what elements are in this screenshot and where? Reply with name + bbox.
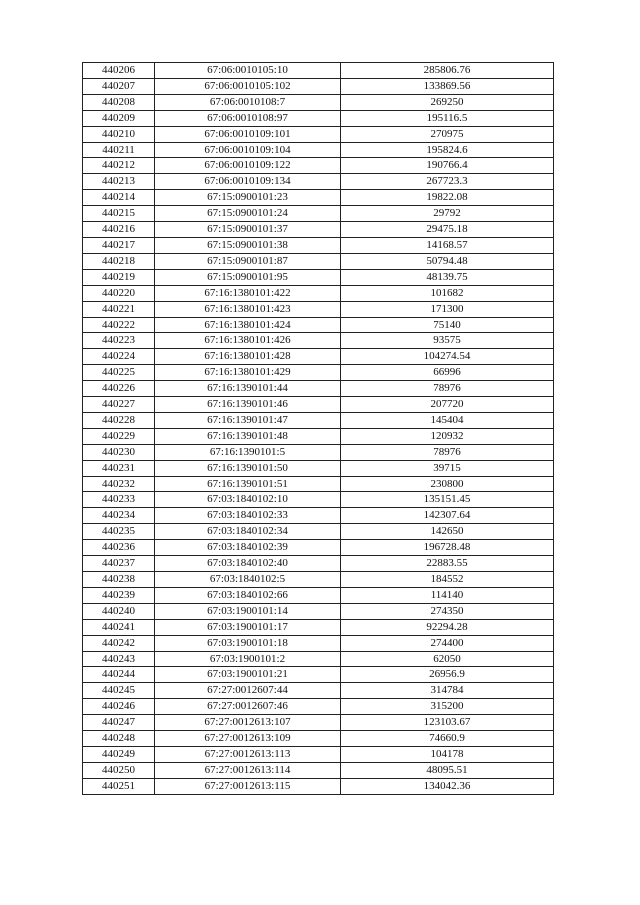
value-cell: 92294.28 xyxy=(341,619,554,635)
table-row xyxy=(83,778,554,794)
row-number-cell: 440207 xyxy=(83,78,155,94)
value-cell: 78976 xyxy=(341,381,554,397)
row-number-cell: 440219 xyxy=(83,269,155,285)
row-number-cell: 440235 xyxy=(83,524,155,540)
row-number-cell: 440212 xyxy=(83,158,155,174)
cadastral-number-cell: 67:15:0900101:24 xyxy=(155,206,341,222)
row-number-cell: 440250 xyxy=(83,762,155,778)
cadastral-number-cell: 67:03:1900101:14 xyxy=(155,603,341,619)
value-cell: 184552 xyxy=(341,572,554,588)
table-row xyxy=(83,253,554,269)
table-row xyxy=(83,237,554,253)
cadastral-number-cell: 67:15:0900101:95 xyxy=(155,269,341,285)
cadastral-number-cell: 67:27:0012607:44 xyxy=(155,683,341,699)
row-number-cell: 440210 xyxy=(83,126,155,142)
cadastral-number-cell: 67:16:1390101:47 xyxy=(155,412,341,428)
row-number-cell: 440242 xyxy=(83,635,155,651)
row-number-cell: 440229 xyxy=(83,428,155,444)
row-number-cell: 440245 xyxy=(83,683,155,699)
table-row xyxy=(83,556,554,572)
table-row xyxy=(83,397,554,413)
row-number-cell: 440214 xyxy=(83,190,155,206)
table-row xyxy=(83,190,554,206)
table-row xyxy=(83,174,554,190)
row-number-cell: 440249 xyxy=(83,746,155,762)
row-number-cell: 440211 xyxy=(83,142,155,158)
cadastral-number-cell: 67:27:0012613:115 xyxy=(155,778,341,794)
row-number-cell: 440241 xyxy=(83,619,155,635)
value-cell: 14168.57 xyxy=(341,237,554,253)
cadastral-number-cell: 67:06:0010109:104 xyxy=(155,142,341,158)
cadastral-number-cell: 67:16:1380101:426 xyxy=(155,333,341,349)
row-number-cell: 440243 xyxy=(83,651,155,667)
table-row xyxy=(83,428,554,444)
row-number-cell: 440237 xyxy=(83,556,155,572)
cadastral-number-cell: 67:03:1900101:21 xyxy=(155,667,341,683)
cadastral-number-cell: 67:27:0012613:114 xyxy=(155,762,341,778)
row-number-cell: 440231 xyxy=(83,460,155,476)
row-number-cell: 440213 xyxy=(83,174,155,190)
row-number-cell: 440238 xyxy=(83,572,155,588)
value-cell: 196728.48 xyxy=(341,540,554,556)
table-row xyxy=(83,412,554,428)
value-cell: 269250 xyxy=(341,94,554,110)
cadastral-number-cell: 67:03:1900101:17 xyxy=(155,619,341,635)
table-row xyxy=(83,524,554,540)
value-cell: 171300 xyxy=(341,301,554,317)
value-cell: 75140 xyxy=(341,317,554,333)
value-cell: 19822.08 xyxy=(341,190,554,206)
cadastral-number-cell: 67:16:1390101:48 xyxy=(155,428,341,444)
table-row xyxy=(83,349,554,365)
cadastral-number-cell: 67:16:1380101:429 xyxy=(155,365,341,381)
value-cell: 314784 xyxy=(341,683,554,699)
table-row xyxy=(83,126,554,142)
value-cell: 274350 xyxy=(341,603,554,619)
row-number-cell: 440215 xyxy=(83,206,155,222)
table-row xyxy=(83,317,554,333)
cadastral-number-cell: 67:06:0010105:10 xyxy=(155,63,341,79)
table-row xyxy=(83,444,554,460)
value-cell: 39715 xyxy=(341,460,554,476)
cadastral-number-cell: 67:16:1380101:423 xyxy=(155,301,341,317)
cadastral-number-cell: 67:06:0010109:134 xyxy=(155,174,341,190)
value-cell: 66996 xyxy=(341,365,554,381)
value-cell: 133869.56 xyxy=(341,78,554,94)
table-row xyxy=(83,333,554,349)
cadastral-number-cell: 67:15:0900101:37 xyxy=(155,222,341,238)
table-body xyxy=(83,63,554,795)
row-number-cell: 440230 xyxy=(83,444,155,460)
cadastral-number-cell: 67:06:0010109:122 xyxy=(155,158,341,174)
value-cell: 93575 xyxy=(341,333,554,349)
value-cell: 74660.9 xyxy=(341,731,554,747)
table-row xyxy=(83,508,554,524)
cadastral-number-cell: 67:16:1380101:422 xyxy=(155,285,341,301)
value-cell: 120932 xyxy=(341,428,554,444)
table-row xyxy=(83,651,554,667)
row-number-cell: 440233 xyxy=(83,492,155,508)
cadastral-number-cell: 67:03:1840102:10 xyxy=(155,492,341,508)
table-row xyxy=(83,683,554,699)
cadastral-number-cell: 67:16:1380101:428 xyxy=(155,349,341,365)
cadastral-number-cell: 67:06:0010108:7 xyxy=(155,94,341,110)
table-row xyxy=(83,667,554,683)
cadastral-number-cell: 67:03:1900101:18 xyxy=(155,635,341,651)
table-row xyxy=(83,476,554,492)
value-cell: 101682 xyxy=(341,285,554,301)
value-cell: 29475.18 xyxy=(341,222,554,238)
cadastral-number-cell: 67:03:1840102:40 xyxy=(155,556,341,572)
row-number-cell: 440224 xyxy=(83,349,155,365)
row-number-cell: 440246 xyxy=(83,699,155,715)
table-row xyxy=(83,731,554,747)
table-row xyxy=(83,110,554,126)
value-cell: 78976 xyxy=(341,444,554,460)
cadastral-number-cell: 67:27:0012613:109 xyxy=(155,731,341,747)
row-number-cell: 440251 xyxy=(83,778,155,794)
value-cell: 230800 xyxy=(341,476,554,492)
value-cell: 62050 xyxy=(341,651,554,667)
value-cell: 207720 xyxy=(341,397,554,413)
value-cell: 48095.51 xyxy=(341,762,554,778)
table-row xyxy=(83,762,554,778)
cadastral-number-cell: 67:06:0010109:101 xyxy=(155,126,341,142)
row-number-cell: 440232 xyxy=(83,476,155,492)
value-cell: 267723.3 xyxy=(341,174,554,190)
row-number-cell: 440206 xyxy=(83,63,155,79)
cadastral-number-cell: 67:16:1390101:50 xyxy=(155,460,341,476)
cadastral-number-cell: 67:27:0012607:46 xyxy=(155,699,341,715)
cadastral-number-cell: 67:16:1390101:46 xyxy=(155,397,341,413)
value-cell: 142650 xyxy=(341,524,554,540)
row-number-cell: 440225 xyxy=(83,365,155,381)
value-cell: 22883.55 xyxy=(341,556,554,572)
table-row xyxy=(83,460,554,476)
table-row xyxy=(83,78,554,94)
row-number-cell: 440228 xyxy=(83,412,155,428)
cadastral-number-cell: 67:06:0010108:97 xyxy=(155,110,341,126)
row-number-cell: 440223 xyxy=(83,333,155,349)
table-row xyxy=(83,285,554,301)
table-row xyxy=(83,715,554,731)
row-number-cell: 440240 xyxy=(83,603,155,619)
cadastral-number-cell: 67:03:1840102:33 xyxy=(155,508,341,524)
table-row xyxy=(83,699,554,715)
cadastral-number-cell: 67:15:0900101:23 xyxy=(155,190,341,206)
cadastral-number-cell: 67:16:1390101:44 xyxy=(155,381,341,397)
value-cell: 26956.9 xyxy=(341,667,554,683)
value-cell: 104274.54 xyxy=(341,349,554,365)
row-number-cell: 440218 xyxy=(83,253,155,269)
value-cell: 104178 xyxy=(341,746,554,762)
cadastral-number-cell: 67:03:1840102:5 xyxy=(155,572,341,588)
value-cell: 50794.48 xyxy=(341,253,554,269)
table-row xyxy=(83,492,554,508)
table-row xyxy=(83,94,554,110)
table-row xyxy=(83,619,554,635)
table-row xyxy=(83,365,554,381)
cadastral-number-cell: 67:27:0012613:113 xyxy=(155,746,341,762)
value-cell: 190766.4 xyxy=(341,158,554,174)
row-number-cell: 440220 xyxy=(83,285,155,301)
table-row xyxy=(83,269,554,285)
cadastral-number-cell: 67:03:1840102:39 xyxy=(155,540,341,556)
table-row xyxy=(83,381,554,397)
value-cell: 114140 xyxy=(341,587,554,603)
table-row xyxy=(83,158,554,174)
value-cell: 123103.67 xyxy=(341,715,554,731)
table-row xyxy=(83,587,554,603)
value-cell: 48139.75 xyxy=(341,269,554,285)
row-number-cell: 440217 xyxy=(83,237,155,253)
row-number-cell: 440244 xyxy=(83,667,155,683)
value-cell: 134042.36 xyxy=(341,778,554,794)
table-row xyxy=(83,746,554,762)
row-number-cell: 440209 xyxy=(83,110,155,126)
table-row xyxy=(83,603,554,619)
row-number-cell: 440236 xyxy=(83,540,155,556)
value-cell: 145404 xyxy=(341,412,554,428)
row-number-cell: 440222 xyxy=(83,317,155,333)
value-cell: 195824.6 xyxy=(341,142,554,158)
cadastral-number-cell: 67:16:1390101:51 xyxy=(155,476,341,492)
cadastral-number-cell: 67:16:1380101:424 xyxy=(155,317,341,333)
table-row xyxy=(83,301,554,317)
cadastral-number-cell: 67:15:0900101:38 xyxy=(155,237,341,253)
row-number-cell: 440239 xyxy=(83,587,155,603)
table-row xyxy=(83,63,554,79)
value-cell: 142307.64 xyxy=(341,508,554,524)
cadastral-number-cell: 67:15:0900101:87 xyxy=(155,253,341,269)
table-row xyxy=(83,206,554,222)
cadastral-number-cell: 67:03:1840102:66 xyxy=(155,587,341,603)
cadastral-number-cell: 67:16:1390101:5 xyxy=(155,444,341,460)
cadastral-number-cell: 67:03:1900101:2 xyxy=(155,651,341,667)
value-cell: 270975 xyxy=(341,126,554,142)
value-cell: 135151.45 xyxy=(341,492,554,508)
table-row xyxy=(83,222,554,238)
row-number-cell: 440227 xyxy=(83,397,155,413)
row-number-cell: 440247 xyxy=(83,715,155,731)
cadastral-number-cell: 67:06:0010105:102 xyxy=(155,78,341,94)
row-number-cell: 440234 xyxy=(83,508,155,524)
cadastral-value-table xyxy=(82,62,554,795)
table-row xyxy=(83,635,554,651)
row-number-cell: 440221 xyxy=(83,301,155,317)
row-number-cell: 440226 xyxy=(83,381,155,397)
value-cell: 285806.76 xyxy=(341,63,554,79)
row-number-cell: 440248 xyxy=(83,731,155,747)
table-row xyxy=(83,142,554,158)
table-row xyxy=(83,540,554,556)
value-cell: 315200 xyxy=(341,699,554,715)
row-number-cell: 440216 xyxy=(83,222,155,238)
table-row xyxy=(83,572,554,588)
cadastral-number-cell: 67:03:1840102:34 xyxy=(155,524,341,540)
row-number-cell: 440208 xyxy=(83,94,155,110)
value-cell: 29792 xyxy=(341,206,554,222)
cadastral-number-cell: 67:27:0012613:107 xyxy=(155,715,341,731)
value-cell: 274400 xyxy=(341,635,554,651)
value-cell: 195116.5 xyxy=(341,110,554,126)
